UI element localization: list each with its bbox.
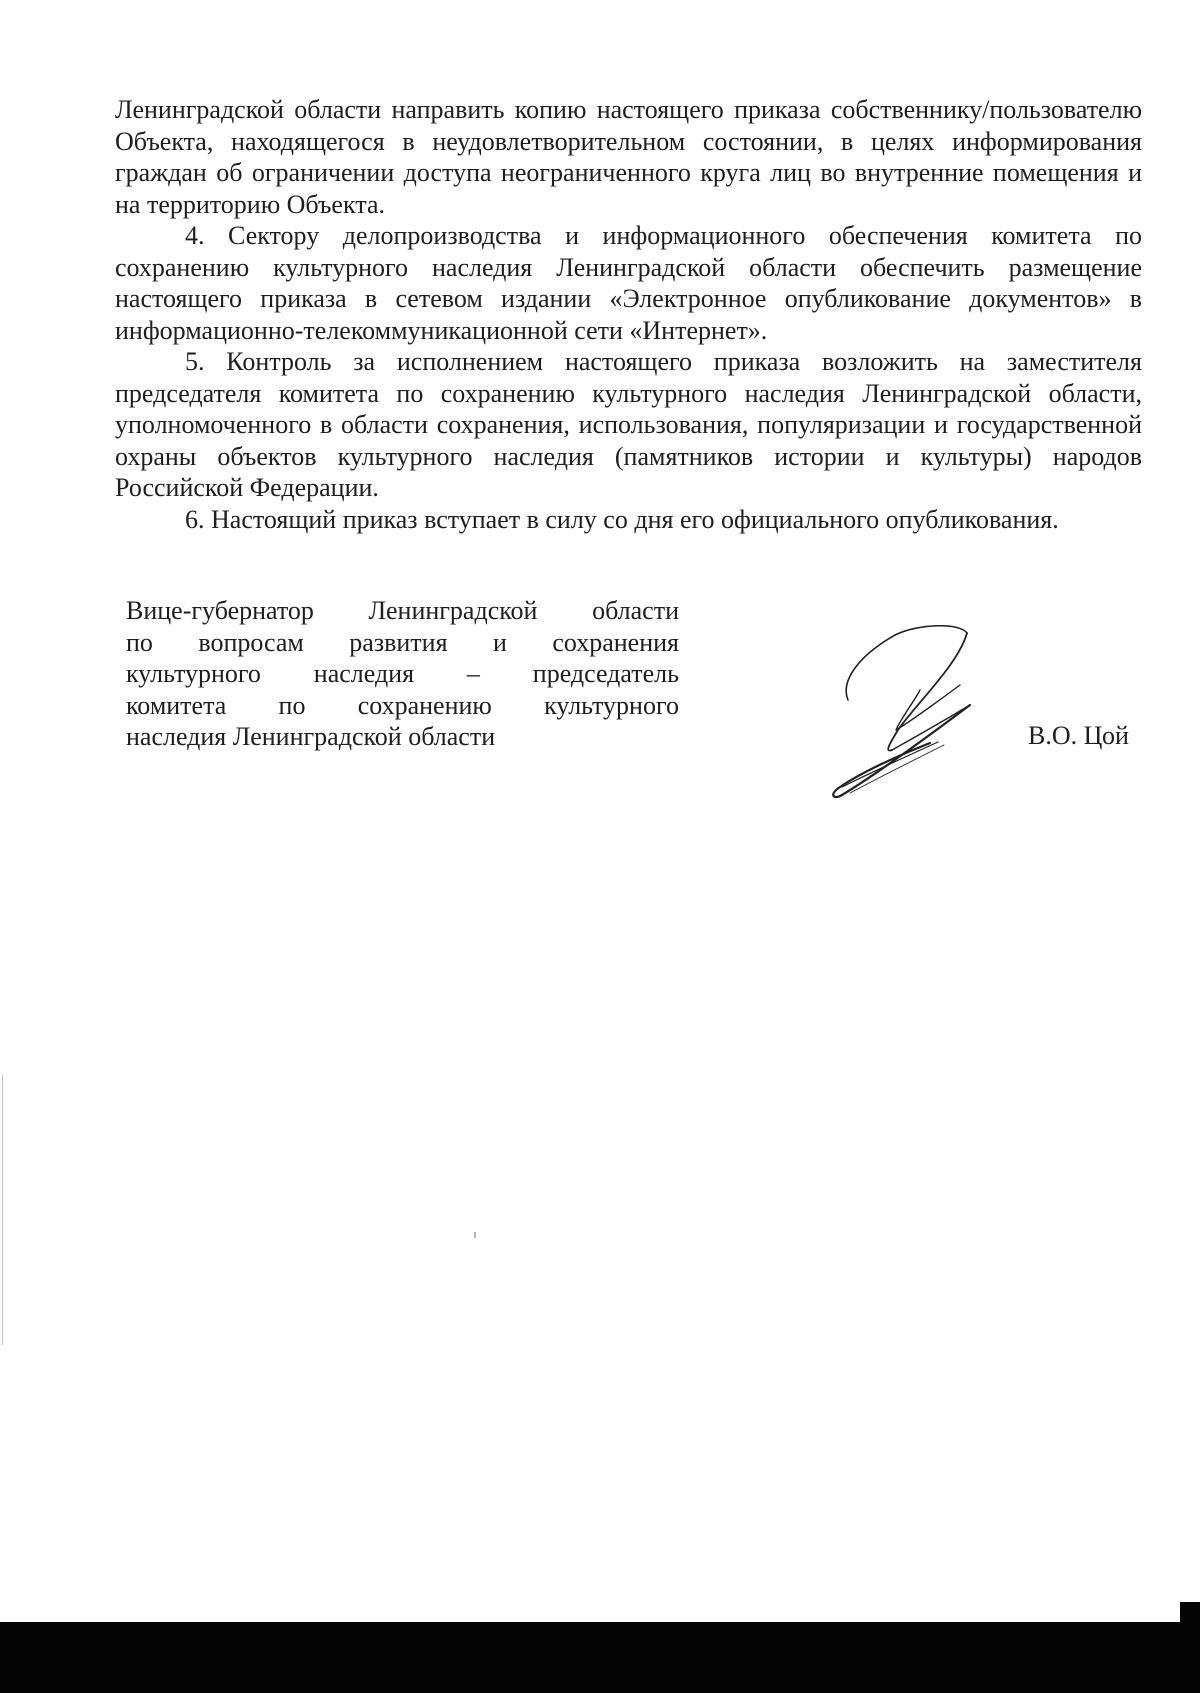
signatory-position	[126, 595, 679, 753]
paragraph-item-5: 5. Контроль за исполнением настоящего приказа возложить на заместителя председателя комитета по сохранению культурного наследия Ленинградской области, уполномоченного в области сохранения, использования, популяризации и государственной охраны объектов культурного наследия (памятников истории и культуры) народов Российской Федерации.	[115, 347, 1142, 502]
paragraph-item-4: 4. Сектору делопроизводства и информационного обеспечения комитета по сохранению культурного наследия Ленинградской области обеспечить размещение настоящего приказа в сетевом издании «Электронное опубликование документов» в информационно-телекоммуникационной сети «Интернет».	[115, 221, 1142, 345]
paragraph-item-6: 6. Настоящий приказ вступает в силу со дня его официального опубликования.	[185, 504, 1059, 534]
document-body	[115, 94, 1142, 535]
signatory-position-line: наследия Ленинградской области	[126, 722, 496, 751]
scan-edge-artifact	[2, 1075, 3, 1345]
paragraph-continuation: Ленинградской области направить копию настоящего приказа собственнику/пользователю Объекта, находящегося в неудовлетворительном состоянии, в целях информирования граждан об ограничении доступа неограниченного круга лиц во внутренние помещения и на территорию Объекта.	[115, 95, 1142, 219]
handwritten-signature	[820, 625, 980, 800]
signatory-position-line: культурного наследия – председатель	[126, 659, 679, 688]
signatory-name: В.О. Цой	[1028, 721, 1129, 750]
scan-bottom-border	[0, 1622, 1200, 1693]
signatory-position-line: по вопросам развития и сохранения	[126, 627, 679, 657]
signatory-position-line: комитета по сохранению культурного	[126, 690, 679, 720]
scan-speck	[474, 1232, 476, 1238]
scan-bottom-border-corner	[1180, 1602, 1200, 1622]
signatory-position-line: Вице-губернатор Ленинградской области	[126, 596, 679, 625]
